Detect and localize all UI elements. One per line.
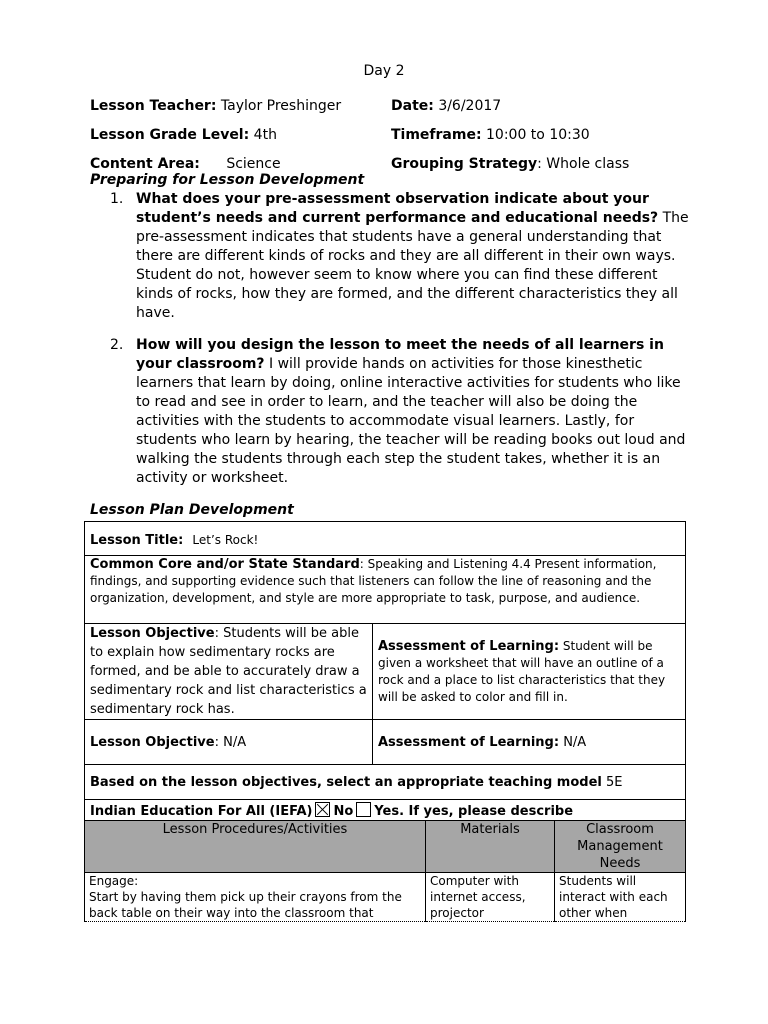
objective-2-text: : N/A — [214, 734, 247, 750]
standard-label: Common Core and/or State Standard — [90, 557, 360, 572]
grade-label: Lesson Grade Level: — [90, 127, 250, 143]
iefa-no-checkbox[interactable] — [315, 802, 330, 817]
date-value: 3/6/2017 — [438, 98, 502, 114]
assessment-label: Assessment of Learning: — [378, 638, 560, 654]
grade-line — [90, 127, 277, 143]
objective-2-label: Lesson Objective — [90, 734, 215, 750]
date-line — [391, 98, 501, 114]
question-1 — [110, 190, 690, 323]
grouping-label: Grouping Strategy — [391, 156, 538, 172]
question-1-answer: The pre-assessment indicates that students have a general understanding that there are different kinds of rocks and they are all different in their own ways. Student do not, however seem to know where you can find these different kinds of rocks, how they are formed, and the different characteristics they all have. — [136, 210, 689, 321]
assessment-2-text: N/A — [559, 734, 587, 750]
grade-value: 4th — [253, 127, 277, 143]
model-value: 5E — [601, 774, 623, 790]
procedures-table — [84, 820, 686, 922]
teacher-value: Taylor Preshinger — [220, 98, 342, 114]
lesson-plan-table — [84, 521, 686, 824]
timeframe-label: Timeframe: — [391, 127, 482, 143]
lesson-title-label: Lesson Title: — [90, 533, 184, 548]
assessment-2-cell — [373, 720, 686, 765]
assessment-2-label: Assessment of Learning: — [378, 734, 560, 750]
question-2-answer: I will provide hands on activities for those kinesthetic learners that learn by doing, online interactive activities for students who like to read and see in order to learn, and the teacher will also be doing the activities with the students to accommodate visual learners. Lastly, for students who learn by hearing, the teacher will be reading books out loud and walking the students through each step the student takes, whether it is an activity or worksheet. — [136, 356, 686, 486]
iefa-yes-label: Yes. If yes, please describe — [374, 804, 574, 819]
question-2-text: How will you design the lesson to meet the needs of all learners in your classroom? — [136, 337, 664, 372]
iefa-label: Indian Education For All (IEFA) — [90, 804, 313, 819]
procedures-header: Lesson Procedures/Activities — [85, 821, 426, 873]
management-cell: Students will interact with each other when — [555, 873, 686, 922]
lesson-title-cell — [85, 522, 686, 556]
question-2 — [110, 336, 690, 488]
materials-cell: Computer with internet access, projector — [426, 873, 555, 922]
objective-text: : Students will be able to explain how sedimentary rocks are formed, and be able to accurately draw a sedimentary rock and list characteristics a sedimentary rock has. — [90, 626, 367, 717]
objective-label: Lesson Objective — [90, 626, 215, 641]
preparing-title: Preparing for Lesson Development — [90, 172, 365, 188]
plan-title: Lesson Plan Development — [90, 502, 294, 518]
lesson-title-value: Let’s Rock! — [192, 533, 259, 547]
timeframe-line — [391, 127, 590, 143]
question-1-number: 1. — [110, 191, 124, 207]
standard-cell — [85, 556, 686, 624]
model-cell — [85, 765, 686, 800]
question-1-text: What does your pre-assessment observation indicate about your student’s needs and current performance and educational needs? — [136, 191, 659, 226]
content-label: Content Area: — [90, 156, 200, 172]
timeframe-value: 10:00 to 10:30 — [486, 127, 590, 143]
grouping-value: : Whole class — [537, 156, 630, 172]
assessment-cell — [373, 624, 686, 720]
question-2-number: 2. — [110, 337, 124, 353]
standard-text: : Speaking and Listening 4.4 Present information, findings, and supporting evidence such that listeners can follow the line of reasoning and the organization, development, and style are more appropriate to task, purpose, and audience. — [90, 557, 657, 605]
content-line — [90, 156, 281, 172]
teacher-label: Lesson Teacher: — [90, 98, 217, 114]
model-label: Based on the lesson objectives, select an appropriate teaching model — [90, 774, 602, 790]
objective-2-cell — [85, 720, 373, 765]
iefa-yes-checkbox[interactable] — [356, 802, 371, 817]
content-value: Science — [226, 156, 281, 172]
objective-cell — [85, 624, 373, 720]
date-label: Date: — [391, 98, 434, 114]
teacher-line — [90, 98, 341, 114]
iefa-no-label: No — [333, 804, 354, 819]
assessment-text: Student will be given a worksheet that will have an outline of a rock and a place to list characteristics that they will be asked to color and fill in. — [378, 638, 666, 704]
grouping-line — [391, 156, 629, 172]
materials-header: Materials — [426, 821, 555, 873]
engage-activity-cell: Engage: Start by having them pick up their crayons from the back table on their way into the classroom that — [85, 873, 426, 922]
management-header: Classroom Management Needs — [555, 821, 686, 873]
day-heading: Day 2 — [363, 63, 405, 79]
